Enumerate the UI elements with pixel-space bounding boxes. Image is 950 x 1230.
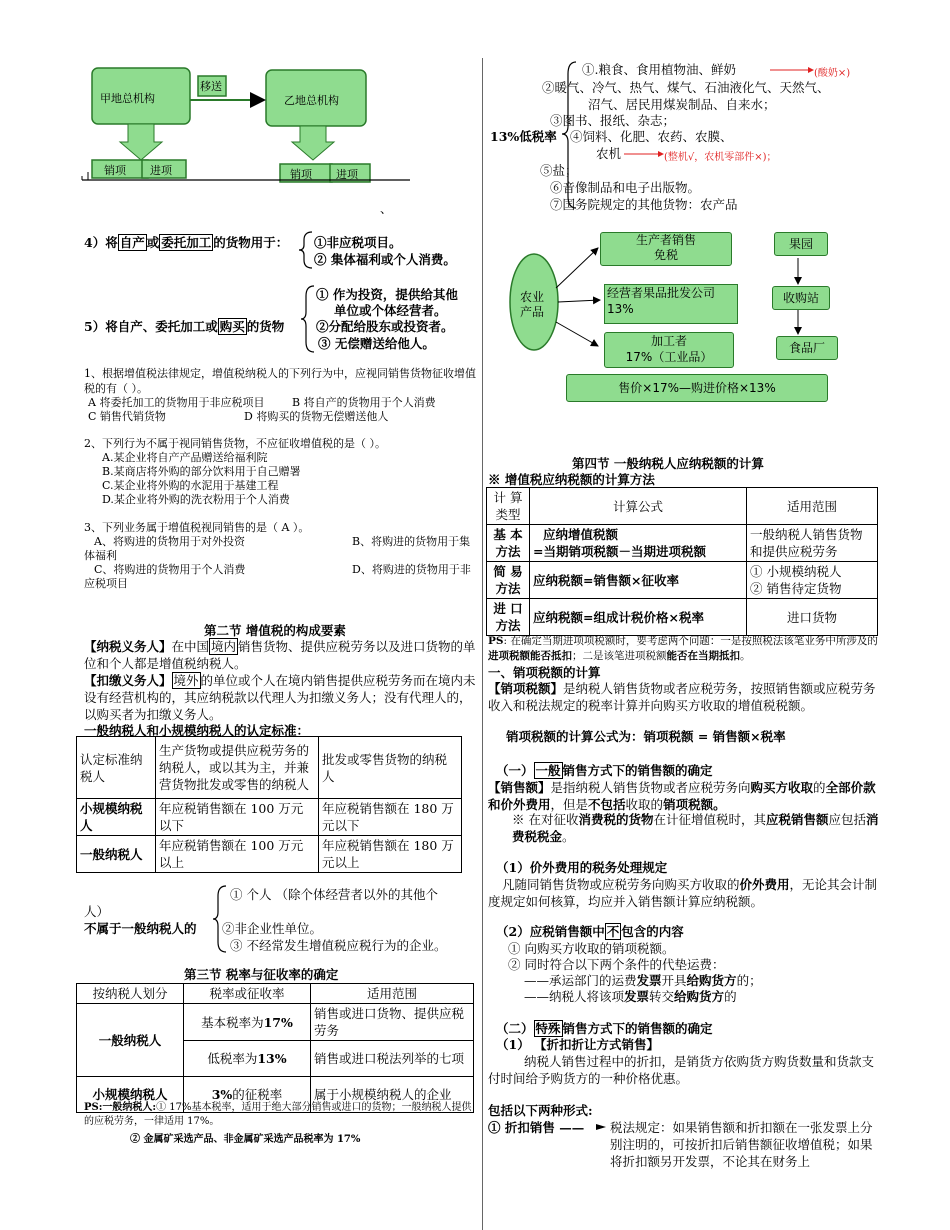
- hq-a-label: 甲地总机构: [100, 92, 155, 105]
- low-rate-item4: ④饲料、化肥、农药、农膜、: [570, 129, 733, 144]
- calc-type-simple: 简 易方法: [487, 562, 530, 599]
- brace-not-general: [212, 884, 228, 954]
- calc-formula-import: 应纳税额=组成计税价格×税率: [530, 599, 747, 636]
- rate-basic: 基本税率为17%: [184, 1004, 311, 1041]
- calc-scope-import: 进口货物: [747, 599, 878, 636]
- rate-header: 按纳税人划分: [77, 984, 184, 1004]
- two-forms-label: 包括以下两种形式:: [488, 1103, 593, 1118]
- station-box: 收购站: [772, 286, 830, 310]
- criteria-cell: 批发或零售货物的纳税人: [319, 737, 462, 799]
- q2-option-d: D.某企业将外购的洗衣粉用于个人消费: [102, 493, 290, 506]
- brace-5: [300, 284, 316, 354]
- tick-mark: 、: [380, 202, 393, 216]
- discount-heading: （1） 【折扣折让方式销售】: [496, 1037, 660, 1052]
- sec4-title: 第四节 一般纳税人应纳税额的计算: [572, 456, 764, 471]
- low-rate-item2: ②暖气、冷气、热气、煤气、石油液化气、天然气、: [542, 80, 830, 95]
- extra-fee-heading: （1）价外费用的税务处理规定: [496, 860, 668, 875]
- formula-box: 售价×17%—购进价格×13%: [566, 374, 828, 402]
- transfer-label: 移送: [200, 80, 222, 93]
- exclusion-1: ① 向购买方收取的销项税额。: [508, 941, 675, 956]
- rate-basic-scope: 销售或进口货物、提供应税劳务: [311, 1004, 474, 1041]
- q1-option-a: A 将委托加工的货物用于非应税项目: [88, 396, 265, 409]
- exclusion-heading: （2）应税销售额中 不 包含的内容: [496, 924, 684, 939]
- arrow-2: [624, 150, 664, 158]
- criteria-cell: 年应税销售额在 100 万元以上: [156, 836, 319, 873]
- output-tax-formula: 销项税额的计算公式为：销项税额 = 销售额×税率: [506, 729, 786, 744]
- calc-type-import: 进 口方法: [487, 599, 530, 636]
- sec4-ps: PS: 在确定当期进项项税额时，要考虑两个问题：一是按照税法该笔业务中所涉及的进项税额能否抵扣；二是该笔进项税额能否在当期抵扣。: [488, 635, 878, 662]
- criteria-cell: 年应税销售额在 100 万元以下: [156, 799, 319, 836]
- processor-line2: 17%（工业品）: [625, 350, 713, 364]
- output-tax-def: 【销项税额】是纳税人销售货物或者应税劳务，按照销售额或应税劳务收入和税法规定的税率计算并向购买方收取的增值税税额。: [488, 681, 876, 713]
- calc-method-table: [486, 487, 878, 636]
- brace-4: [298, 230, 314, 270]
- sec3-title: 第三节 税率与征收率的确定: [184, 967, 339, 982]
- item5-c: ③ 无偿赠送给他人。: [318, 336, 435, 351]
- taxpayer-def: 【纳税义务人】在中国 境内 销售货物、提供应税劳务以及进口货物的单位和个人都是增值税纳税人。: [84, 639, 476, 671]
- discount-sale-label: ① 折扣销售 ——: [488, 1120, 585, 1135]
- rate-low-scope: 销售或进口税法列举的七项: [311, 1041, 474, 1077]
- special-sales-heading: （二） 特殊 销售方式下的销售额的确定: [496, 1021, 713, 1036]
- item4-a: ①非应税项目。: [314, 235, 402, 250]
- q1-stem: 1、根据增值税法律规定，增值税纳税人的下列行为中，应视同销售货物征收增值税的有（ ）。: [84, 367, 476, 395]
- criteria-cell: 认定标准纳税人: [77, 737, 156, 799]
- rate-small: 小规模纳税人: [77, 1077, 184, 1113]
- dealer-line2: 13%: [607, 302, 634, 316]
- q2-stem: 2、下列行为不属于视同销售货物，不应征收增值税的是（ ）。: [84, 437, 386, 450]
- arrow-1: [770, 66, 814, 74]
- sales-b-label: 销项: [290, 168, 312, 181]
- q3-option-c: C、将购进的货物用于个人消费: [94, 563, 246, 576]
- calc-header: 计 算类型: [487, 488, 530, 525]
- low-rate-item4-cont: 农机: [596, 146, 622, 161]
- rate-small-rate: 3%的征税率: [184, 1077, 311, 1113]
- input-a-label: 进项: [150, 164, 172, 177]
- criteria-cell: 年应税销售额在 180 万元以下: [319, 799, 462, 836]
- hq-b-label: 乙地总机构: [284, 94, 339, 107]
- farm-label: 农业产品: [519, 290, 544, 319]
- item4-b: ② 集体福利或个人消费。: [314, 252, 456, 267]
- q2-option-a: A.某企业将自产产品赠送给福利院: [102, 451, 268, 464]
- low-rate-item4-note: (整机√，农机零部件×)；: [664, 152, 777, 163]
- q2-option-c: C.某企业将外购的水泥用于基建工程: [102, 479, 279, 492]
- exclusion-2b: ——纳税人将该项发票转交给购货方的: [524, 989, 737, 1004]
- calc-header: 计算公式: [530, 488, 747, 525]
- exclusion-2: ② 同时符合以下两个条件的代垫运费：: [508, 957, 725, 972]
- calc-scope-basic: 一般纳税人销售货物和提供应税劳务: [747, 525, 878, 562]
- q3-stem: 3、下列业务属于增值税视同销售的是（ A ）。: [84, 521, 310, 534]
- low-rate-label: 13%低税率: [490, 129, 557, 144]
- column-divider: [482, 58, 483, 1230]
- sales-def: 【销售额】是指纳税人销售货物或者应税劳务向购买方收取的全部价款和价外费用，但是不包括收取的销项税额。: [488, 780, 876, 812]
- discount-text: 纳税人销售过程中的折扣，是销货方依购货方购货数量和货款支付时间给予购货方的一种价格优惠。: [488, 1054, 875, 1086]
- rate-header: 税率或征收率: [184, 984, 311, 1004]
- sec4-subtitle: ※ 增值税应纳税额的计算方法: [488, 472, 655, 487]
- rate-general: 一般纳税人: [77, 1004, 184, 1077]
- criteria-cell: 年应税销售额在 180 万元以上: [319, 836, 462, 873]
- dealer-line1: 经营者果品批发公司: [607, 286, 716, 300]
- low-rate-item3: ③图书、报纸、杂志；: [550, 113, 676, 128]
- item5-a2: 单位或个体经营者。: [334, 303, 447, 318]
- calc-header: 适用范围: [747, 488, 878, 525]
- criteria-cell: 生产货物或提供应税劳务的纳税人，或以其为主，并兼营货物批发或零售的纳税人: [156, 737, 319, 799]
- sec3-ps1: PS:一般纳税人:① 17%基本税率，适用于绝大部分销售或进口的货物；一般纳税人提供的应税劳务，一律适用 17%。: [84, 1102, 472, 1127]
- item5-lead: 5）将自产、委托加工或 购买 的货物: [84, 319, 285, 334]
- q3-option-b: B、将购进的货物用于集: [352, 535, 471, 548]
- processor-line1: 加工者: [650, 334, 687, 348]
- criteria-title: 一般纳税人和小规模纳税人的认定标准：: [84, 723, 310, 738]
- item4-lead: 4）将 自产 或 委托加工 的货物用于：: [84, 235, 289, 250]
- output-tax-heading: 一、销项税额的计算: [488, 665, 601, 680]
- calc-type-basic: 基 本方法: [487, 525, 530, 562]
- factory-box: 食品厂: [776, 336, 838, 360]
- low-rate-item1: ①.粮食、食用植物油、鲜奶: [582, 62, 736, 77]
- general-sales-heading: （一） 一般 销售方式下的销售额的确定: [496, 763, 713, 778]
- criteria-cell: 小规模纳税人: [77, 799, 156, 836]
- not-general-label: 不属于一般纳税人的: [84, 921, 197, 936]
- criteria-table: [76, 736, 462, 873]
- dealer-box: [604, 284, 738, 324]
- item5-a: ① 作为投资，提供给其他: [316, 287, 458, 302]
- rate-header: 适用范围: [311, 984, 474, 1004]
- low-rate-item7: ⑦国务院规定的其他货物：农产品: [550, 197, 738, 212]
- not-general-1: ① 个人 （除个体经营者以外的其他个: [230, 887, 438, 902]
- producer-line2: 免税: [653, 248, 678, 262]
- q1-option-c: C 销售代销货物: [88, 410, 166, 423]
- sales-a-label: 销项: [104, 164, 126, 177]
- q3-option-a: A、将购进的货物用于对外投资: [94, 535, 245, 548]
- calc-formula-basic: 应纳增值税额 =当期销项税额－当期进项税额: [530, 525, 747, 562]
- orchard-box: 果园: [774, 232, 828, 256]
- producer-box: [600, 232, 732, 266]
- not-general-2: ②非企业性单位。: [222, 921, 323, 936]
- q3-option-d: D、将购进的货物用于非: [352, 563, 471, 576]
- input-b-label: 进项: [336, 168, 358, 181]
- low-rate-item2-cont: 沼气、居民用煤炭制品、自来水；: [588, 97, 776, 112]
- sec2-title: 第二节 增值税的构成要素: [204, 623, 346, 638]
- sec3-ps2: ② 金属矿采选产品、非金属矿采选产品税率为 17%: [130, 1134, 361, 1145]
- low-rate-item1-note: (酸奶×): [814, 68, 851, 79]
- calc-scope-simple: ① 小规模纳税人 ② 销售待定货物: [747, 562, 878, 599]
- extra-fee-text: 凡随同销售货物或应税劳务向购买方收取的价外费用，无论其会计制度规定如何核算，均应并入销售额计算应纳税额。: [488, 877, 878, 909]
- rate-small-scope: 属于小规模纳税人的企业: [311, 1077, 474, 1113]
- rate-table: [76, 983, 474, 1113]
- item5-b: ②分配给股东或投资者。: [316, 319, 454, 334]
- not-general-3: ③ 不经常发生增值税应税行为的企业。: [230, 938, 447, 953]
- discount-arrow: [596, 1122, 610, 1132]
- low-rate-item6: ⑥音像制品和电子出版物。: [550, 180, 701, 195]
- q2-option-b: B.某商店将外购的部分饮料用于自己赠署: [102, 465, 301, 478]
- q3-option-d-cont: 应税项目: [84, 577, 128, 590]
- criteria-cell: 一般纳税人: [77, 836, 156, 873]
- processor-box: [604, 332, 734, 368]
- transfer-diagram: [80, 62, 420, 232]
- calc-formula-simple: 应纳税额=销售额×征收率: [530, 562, 747, 599]
- low-rate-item5: ⑤盐；: [540, 163, 578, 178]
- exclusion-2a: ——承运部门的运费发票开具给购货方的；: [524, 973, 762, 988]
- discount-sale-text: 税法规定：如果销售额和折扣额在一张发票上分别注明的，可按折扣后销售额征收增值税；如果将折扣额另开发票，不论其在财务上: [610, 1120, 873, 1169]
- q1-option-b: B 将自产的货物用于个人消费: [292, 396, 436, 409]
- q1-option-d: D 将购买的货物无偿赠送他人: [244, 410, 389, 423]
- not-general-1-cont: 人）: [84, 904, 110, 919]
- producer-line1: 生产者销售: [635, 233, 696, 247]
- q3-option-b-cont: 体福利: [84, 549, 117, 562]
- withholding-def: 【扣缴义务人】 境外 的单位或个人在境内销售提供应税劳务而在境内未设有经营机构的，其应纳税款以代理人为扣缴义务人；没有代理人的，以购买者为扣缴义务人。: [84, 673, 476, 722]
- consumption-tax-note: ※ 在对征收消费税的货物在计征增值税时，其应税销售额应包括消费税税金。: [512, 812, 879, 844]
- rate-low: 低税率为13%: [184, 1041, 311, 1077]
